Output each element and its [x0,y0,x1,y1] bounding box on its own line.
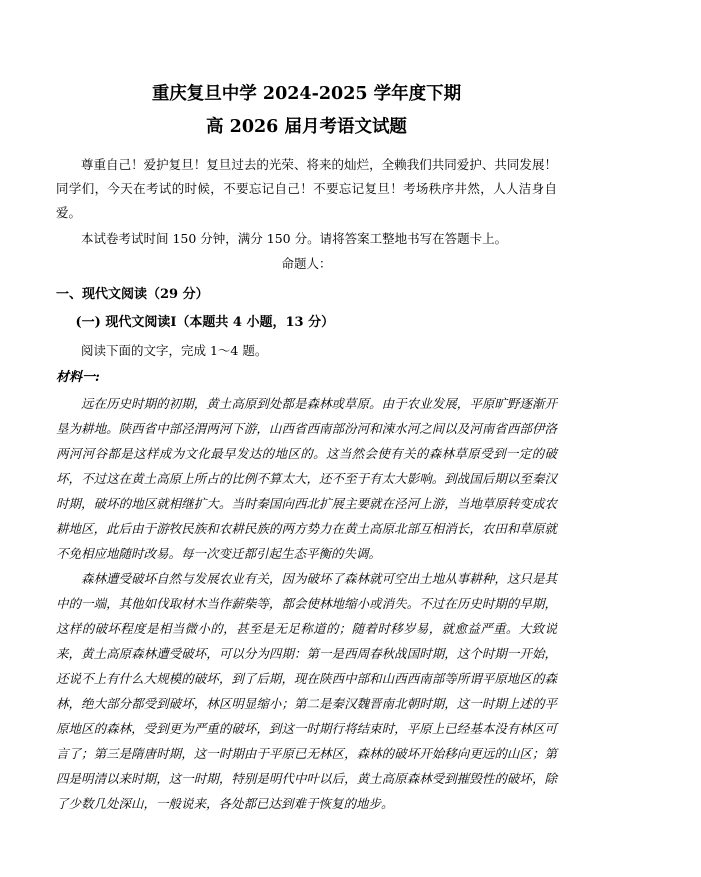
exam-motto-paragraph: 尊重自己！爱护复旦！复旦过去的光荣、将来的灿烂，全赖我们共同爱护、共同发展！同学们，今天在考试的时候，不要忘记自己！不要忘记复旦！考场秩序井然，人人洁身自爱。 [56,157,557,220]
exam-title-line1: 重庆复旦中学 2024-2025 学年度下期 [151,84,462,104]
material-one-paragraph-1: 远在历史时期的初期，黄土高原到处都是森林或草原。由于农业发展，平原旷野逐渐开垦为耕地。陕西省中部泾渭两河下游，山西省西南部汾河和涑水河之间以及河南省西部伊洛两河河谷都是这样成为文化最早发达的地区的。这当然会使有关的森林草原受到一定的破坏，不过这在黄土高原上所占的比例不算太大，还不至于有太大影响。到战国后期以至秦汉时期，破坏的地区就相继扩大。当时秦国向西北扩展主要就在泾河上游，当地草原转变成农耕地区，此后由于游牧民族和农耕民族的两方势力在黄土高原北部互相消长，农田和草原就不免相应地随时改易。每一次变迁都引起生态平衡的失调。 [56,396,557,561]
subsection-heading-reading-1: (一) 现代文阅读Ⅰ（本题共 4 小题，13 分） [75,315,335,330]
exam-info-line: 本试卷考试时间 150 分钟，满分 150 分。请将答案工整地书写在答题卡上。 [81,231,508,246]
material-one-label: 材料一: [56,370,100,385]
proposer-line: 命题人： [281,256,332,271]
material-one-paragraph-2: 森林遭受破坏自然与发展农业有关，因为破坏了森林就可空出土地从事耕种，这只是其中的一端，其他如伐取材木当作薪柴等，都会使林地缩小或消失。不过在历史时期的早期，这样的破坏程度是相当微小的，甚至是无足称道的；随着时移岁易，就愈益严重。大致说来，黄土高原森林遭受破坏，可以分为四期：第一是西周春秋战国时期，这个时期一开始，还说不上有什么大规模的破坏，到了后期，现在陕西中部和山西西南部等所谓平原地区的森林，绝大部分都受到破坏，林区明显缩小；第二是秦汉魏晋南北朝时期，这一时期上述的平原地区的森林，受到更为严重的破坏，到这一时期行将结束时，平原上已经基本没有林区可言了；第三是隋唐时期，这一时期由于平原已无林区，森林的破坏开始移向更远的山区；第四是明清以来时期，这一时期，特别是明代中叶以后，黄土高原森林受到摧毁性的破坏，除了少数几处深山，一般说来，各处都已达到难于恢复的地步。 [56,571,557,811]
exam-title-line2: 高 2026 届月考语文试题 [206,117,407,137]
section-heading-modern-reading: 一、现代文阅读（29 分） [56,287,209,302]
reading-instruction: 阅读下面的文字，完成 1～4 题。 [81,343,268,358]
